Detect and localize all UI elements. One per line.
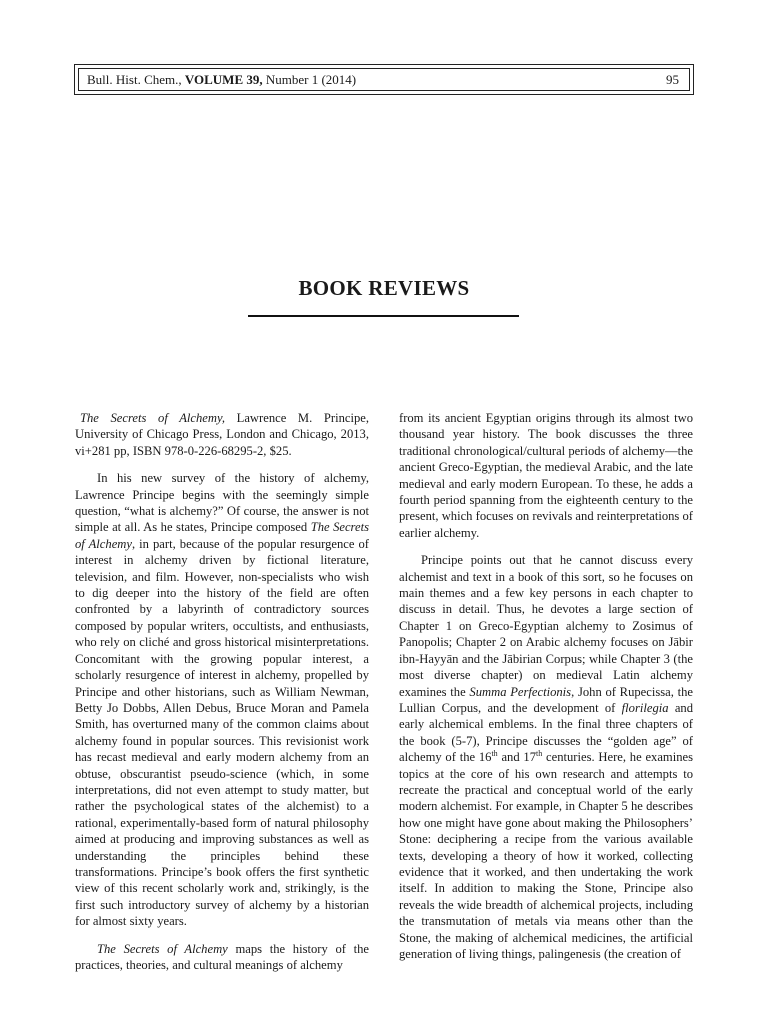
journal-citation xyxy=(87,73,356,86)
review-paragraph-1 xyxy=(75,470,369,929)
review-paragraph-2 xyxy=(75,941,369,974)
citation-book-title: The Secrets of Alchemy, xyxy=(80,411,226,425)
journal-issue: Number 1 (2014) xyxy=(265,72,357,87)
review-paragraph-3 xyxy=(399,552,693,962)
running-header xyxy=(74,64,694,95)
text-run: and 17 xyxy=(497,750,537,765)
book-title-italic: The Secrets of Alchemy xyxy=(97,941,228,956)
right-column xyxy=(399,410,693,962)
text-run: Principe points out that he cannot discuss every alchemist and text in a book of this sort, so he focuses on main themes and a few key persons in each chapter to discuss in detail. Thus, he devotes a large section of Chapter 1 on Greco-Egyptian alchemy to Zosimus of Panopolis; Chapter 2 on Arabic alchemy focuses on Jābir ibn-Hayyān and the Jābirian Corpus; while Chapter 3 (the most diverse chapter) on medieval Latin alchemy examines the xyxy=(399,553,693,699)
superscript-th: th xyxy=(536,748,543,758)
section-title: BOOK REVIEWS xyxy=(298,276,470,300)
title-rule xyxy=(248,315,519,317)
book-citation xyxy=(75,410,369,459)
journal-volume: VOLUME 39, xyxy=(184,72,263,87)
book-title-italic: The Secrets of Alchemy xyxy=(75,520,369,551)
left-column xyxy=(75,410,369,973)
text-run: , John of Rupecissa, the Lullian Corpus, and the development of xyxy=(399,684,694,715)
review-paragraph-2-continued: from its ancient Egyptian origins through its almost two thousand year history. The book discusses the three traditional chronological/cultural periods of alchemy—the ancient Greco-Egyptian, the medieval Arabic, and the late medieval and early modern European. To these, he adds a fourth period spanning from the eighteenth century to the present, which focuses on revivals and reinterpretations of earlier alchemy. xyxy=(399,411,693,540)
superscript-th: th xyxy=(491,748,498,758)
citation-details: Lawrence M. Principe, University of Chicago Press, London and Chicago, 2013, vi+281 pp, ISBN 978-0-226-68295-2, $25. xyxy=(75,411,369,458)
summa-perfectionis-italic: Summa Perfectionis xyxy=(469,684,572,699)
text-run: centuries. Here, he examines topics at the core of his own research and attempts to recreate the practical and conceptual world of the early modern alchemist. For example, in Chapter 5 he describes how one might have gone about making the Philosophers’ Stone: deciphering a recipe from the various available texts, developing a theory of how it worked, collecting evidence that it worked, and then undertaking the work itself. In addition to making the Stone, Principe also reveals the wide breadth of alchemical projects, including the transmutation of metals via means other than the Stone, the making of alchemical medicines, the artificial generation of living things, palingenesis (the creation of xyxy=(399,750,694,961)
page-number: 95 xyxy=(666,72,679,87)
journal-name: Bull. Hist. Chem., xyxy=(87,72,182,87)
running-header-inner xyxy=(78,68,690,91)
florilegia-italic: florilegia xyxy=(621,700,669,715)
text-run: and early alchemical emblems. In the final three chapters of the book (5-7), Principe discusses the “golden age” of alchemy of the 16 xyxy=(399,700,694,765)
text-run: In his new survey of the history of alchemy, Lawrence Principe begins with the seemingly simple question, “what is alchemy?” Of course, the answer is not simple at all. As he states, Principe composed xyxy=(75,471,369,535)
text-run: maps the history of the practices, theories, and cultural meanings of alchemy xyxy=(75,941,370,972)
text-run: , in part, because of the popular resurgence of interest in alchemy driven by fictional literature, television, and film. However, non-specialists who wish to dig deeper into the history of the field are often confronted by a labyrinth of contradictory sources composed by popular writers, occultists, and enthusiasts, who rely on cliché and gross historical misinterpretations. Concomitant with the growing popular interest, a scholarly resurgence of interest in alchemy, propelled by Principe and other historians, such as William Newman, Betty Jo Dobbs, Allen Debus, Bruce Moran and Pamela Smith, has overturned many of the common claims about alchemy found in popular sources. This revisionist work has recast medieval and early modern alchemy from an obtuse, obscurantist pseudo-science (which, in some interpretations, did not even attempt to study matter, but rather the psychological states of the alchemist) to a rational, experimentally-based form of natural philosophy aimed at producing and improving substances as well as understanding the principles behind these transformations. Principe’s book offers the first synthetic view of this recent scholarly work and, strikingly, is the first such introductory survey of alchemy by a historian for almost sixty years. xyxy=(75,536,369,929)
